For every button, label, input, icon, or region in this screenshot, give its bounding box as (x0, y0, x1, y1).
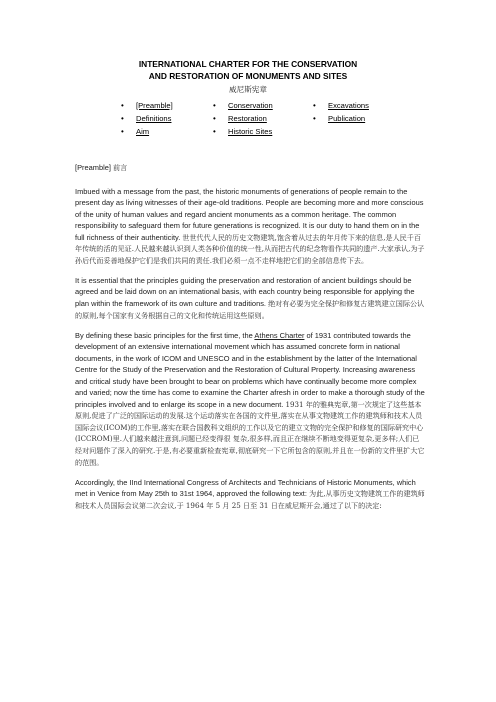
bullet-icon: • (213, 101, 216, 110)
athens-charter-link[interactable]: Athens Charter (254, 330, 305, 340)
charter-body (75, 162, 425, 520)
bullet-icon: • (213, 127, 216, 136)
paragraph-4 (75, 477, 425, 512)
paragraph-4-zh: 为此,从事历史文物建筑工作的建筑师和技术人员国际会议第二次会议,于 1964 年 5 月 25 日至 31 日在威尼斯开会,通过了以下的决定: (75, 489, 425, 510)
bullet-icon: • (313, 114, 316, 123)
bullet-icon: • (313, 101, 316, 110)
toc-link-excavations[interactable]: Excavations (328, 101, 369, 110)
toc-link-historic-sites[interactable]: Historic Sites (228, 127, 273, 136)
toc-link-conservation[interactable]: Conservation (228, 101, 273, 110)
bullet-icon: • (213, 114, 216, 123)
toc-link-aim[interactable]: Aim (136, 127, 150, 136)
paragraph-1 (75, 186, 425, 267)
toc-link-restoration[interactable]: Restoration (228, 114, 267, 123)
table-of-contents (0, 0, 496, 140)
bullet-icon: • (121, 114, 124, 123)
preamble-heading (75, 162, 425, 174)
paragraph-2 (75, 275, 425, 321)
paragraph-2-en: It is essential that the principles guiding the preservation and restoration of ancient buildings should be agreed and be laid down on an international basis, with each country being responsible for applying the plan within the framework of its own culture and traditions. (75, 275, 415, 308)
bullet-icon: • (121, 101, 124, 110)
paragraph-3 (75, 330, 425, 469)
preamble-heading-en: [Preamble] (75, 163, 111, 172)
toc-link-definitions[interactable]: Definitions (136, 114, 172, 123)
paragraph-1-zh: 世世代代人民的历史文物建筑,饱含着从过去的年月传下来的信息,是人民千百年传统的活的见证.人民越来越认识到人类各种价值的统一性,从而把古代的纪念物看作共同的遗产.大家承认,为子孙后代而妥善地保护它们是我们共同的责任.我们必须一点不走样地把它们的全部信息传下去。 (75, 232, 425, 265)
toc-link-preamble[interactable]: [Preamble] (136, 101, 173, 110)
paragraph-3-en-before: By defining these basic principles for the first time, the (75, 330, 255, 340)
preamble-heading-zh: 前言 (113, 163, 128, 172)
paragraph-4-en: Accordingly, the IInd International Congress of Architects and Technicians of Historic Monuments, which met in Venice from May 25th to 31st 1964, approved the following text: (75, 477, 416, 499)
toc-link-publication[interactable]: Publication (328, 114, 366, 123)
paragraph-3-zh: 1931 年的雅典宪章,第一次规定了这些基本原则,促进了广泛的国际运动的发展.这个运动落实在各国的文件里,落实在从事文物建筑工作的建筑师和技术人员国际会议(ICOM)的工作里,落实在联合国教科文组织的工作以及它的建立文物的完全保护和修复的国际研究中心(ICCROM)里.人们越来越注意到,问题已经变得很 复杂,很多样,而且正在继续不断地变得更复杂,更多样;人们已经对问题作了深入的研究.于是,有必要重新检查宪章,彻底研究一下它所包含的原则,并且在一份新的文件里扩大它的范围。 (75, 399, 425, 467)
bullet-icon: • (121, 127, 124, 136)
paragraph-3-en-after: of 1931 contributed towards the development of an extensive international movement which has assumed concrete form in national documents, in the work of ICOM and UNESCO and in the establishment by the latter of the International Centre for the Study of the Preservation and the Restoration of Cultural Property. Increasing awareness and critical study have been brought to bear on problems which have continually become more complex and varied; now the time has come to examine the Charter afresh in order to make a thorough study of the principles involved and to enlarge its scope in a new document. (75, 330, 425, 409)
paragraph-2-zh: 绝对有必要为完全保护和修复古建筑建立国际公认的原则,每个国家有义务根据自己的文化和传统运用这些原则。 (75, 298, 425, 320)
paragraph-1-en: Imbued with a message from the past, the historic monuments of generations of people remain to the present day as living witnesses of their age-old traditions. People are becoming more and more conscious of the unity of human values and regard ancient monuments as a common heritage. The common responsibility to safeguard them for future generations is recognized. It is our duty to hand them on in the full richness of their authenticity. (75, 186, 424, 242)
document-title-line1: INTERNATIONAL CHARTER FOR THE CONSERVATION (138, 59, 358, 69)
document-title-line2: AND RESTORATION OF MONUMENTS AND SITES (148, 71, 348, 81)
document-subtitle-zh: 威尼斯宪章 (229, 85, 267, 94)
